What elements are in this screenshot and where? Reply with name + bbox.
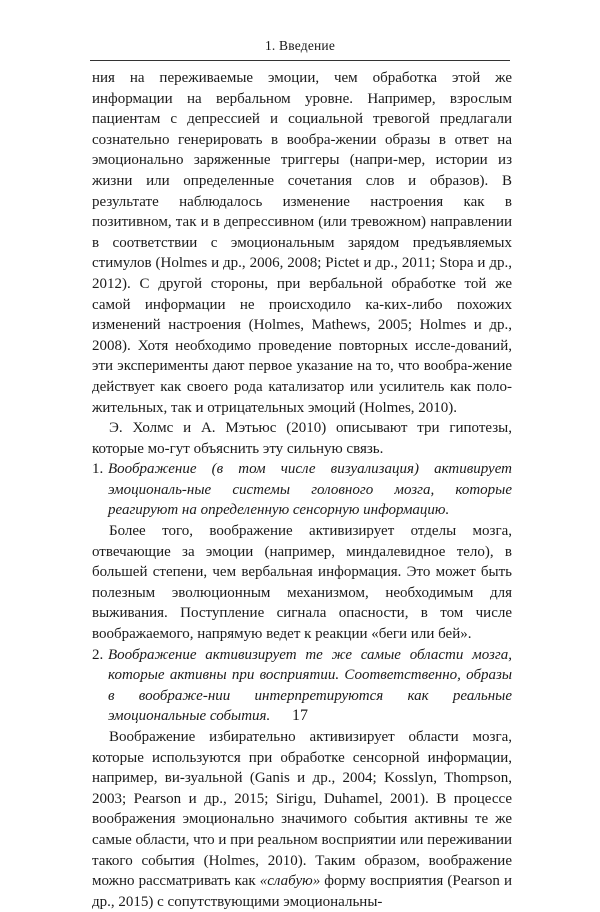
weak-emphasis: «слабую» bbox=[259, 873, 321, 890]
paragraph-hypotheses-intro: Э. Холмс и А. Мэтьюс (2010) описывают три гипотезы, которые мо-гут объяснить эту сильную связь. bbox=[92, 420, 512, 457]
paragraph-continued: ния на переживаемые эмоции, чем обработка этой же информации на вербальном уровне. Например, взрослым пациентам с депрессией и социальной тревогой предлагали сознательно генерировать в вообра-жении образы в ответ на эмоционально заряженные триггеры (напри-мер, истории из жизни или определенные сочетания слов и образов). В результате наблюдалось изменение настроения как в позитивном, так и в депрессивном (или тревожном) направлении в соответствии с эмоциональным зарядом предъявляемых стимулов (Holmes и др., 2006, 2008; Pictet и др., 2011; Stopa и др., 2012). С другой стороны, при вербальной обработке той же самой информации не происходило ка-ких-либо похожих изменений настроения (Holmes, Mathews, 2005; Holmes и др., 2008). Хотя необходимо проведение повторных иссле-дований, эти эксперименты дают первое указание на то, что вообра-жение действует как своего рода катализатор или усилитель как поло-жительных, так и отрицательных эмоций (Holmes, 2010). bbox=[92, 70, 512, 416]
paragraph-perception-end: форму восприятия (Pearson и др., 2015) с сопутствующими эмоциональны- bbox=[92, 873, 512, 910]
hypothesis-1-text: Воображение (в том числе визуализация) активирует эмоциональ-ные системы головного мозга, которые реагируют на определенную сенсорную информацию. bbox=[108, 461, 512, 519]
page-number: 17 bbox=[292, 707, 308, 724]
running-head: 1. Введение bbox=[264, 38, 336, 53]
hypothesis-1-number: 1. bbox=[92, 461, 104, 478]
body-text bbox=[92, 68, 512, 912]
paragraph-perception-start: Воображение избирательно активизирует области мозга, которые используются при обработке сенсорной информации, например, ви-зуальной (Ganis и др., 2004; Kosslyn, Thompson, 2003; Pearson и др., 2015; Sirigu, Duhamel, 2001). В процессе воображения эмоционально значимого события активны те же самые области, что и при реальном восприятии или переживании такого события (Holmes, 2010). Таким образом, воображение можно рассматривать как bbox=[92, 729, 512, 890]
paragraph-amygdala: Более того, воображение активизирует отделы мозга, отвечающие за эмоции (например, миндалевидное тело), в большей степени, чем вербальная информация. Это может быть полезным эволюционным механизмом, необходимым для выживания. Поступление сигнала опасности, в том числе воображаемого, напрямую ведет к реакции «беги или бей». bbox=[92, 523, 512, 643]
hypothesis-2-text: Воображение активизирует те же самые области мозга, которые активны при восприятии. Соответственно, образы в воображе-нии интерпретируются как реальные эмоциональные события. bbox=[108, 646, 512, 725]
header-rule bbox=[90, 60, 510, 61]
hypothesis-1 bbox=[92, 459, 512, 521]
hypothesis-2-number: 2. bbox=[92, 646, 104, 663]
paragraph-perception bbox=[92, 727, 512, 912]
